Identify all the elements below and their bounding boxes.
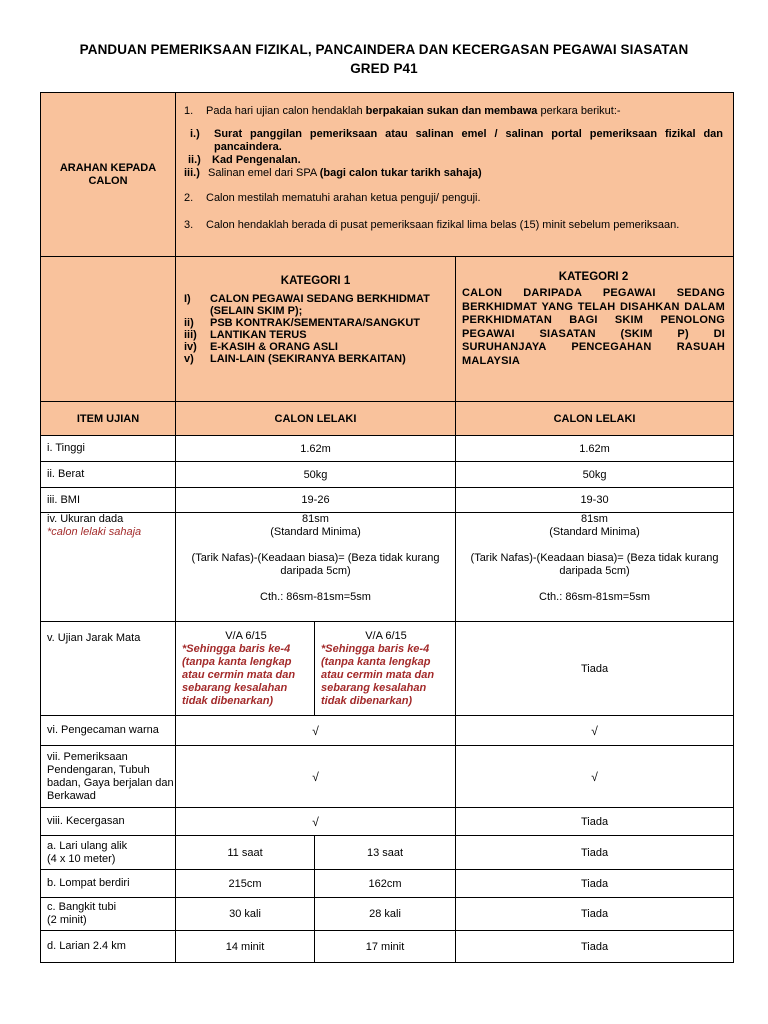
table-row <box>41 836 734 870</box>
kategori-1-item: ii) PSB KONTRAK/SEMENTARA/SANGKUT <box>184 317 421 329</box>
cell-k2: 1.62m <box>456 436 734 462</box>
table-row <box>41 622 734 716</box>
assessment-table <box>40 92 734 963</box>
cell-k1-b: V/A 6/15 *Sehingga baris ke-4 (tanpa kanta lengkap atau cermin mata dan sebarang kesalahan tidak dibenarkan) <box>315 622 456 716</box>
check-mark: √ <box>456 746 734 808</box>
table-row <box>41 808 734 836</box>
row-label: c. Bangkit tubi <box>47 901 117 913</box>
row-sublabel: (2 minit) <box>47 914 87 926</box>
cell-k1-a: V/A 6/15 *Sehingga baris ke-4 (tanpa kanta lengkap atau cermin mata dan sebarang kesalahan tidak dibenarkan) <box>176 622 315 716</box>
row-label: b. Lompat berdiri <box>41 870 176 898</box>
kategori-1-item: iv) E-KASIH & ORANG ASLI <box>184 341 338 353</box>
kategori-2-heading: KATEGORI 2 <box>558 271 629 283</box>
cell-k1: 19-26 <box>176 488 456 513</box>
table-row <box>41 513 734 622</box>
instructions-content-cell <box>176 93 734 257</box>
cell-k2: Tiada <box>456 931 734 963</box>
check-mark: √ <box>456 716 734 746</box>
row-label: i. Tinggi <box>41 436 176 462</box>
cell-k1-b: 13 saat <box>315 836 456 870</box>
kategori-1-heading: KATEGORI 1 <box>280 275 351 287</box>
title-line-1: PANDUAN PEMERIKSAAN FIZIKAL, PANCAINDERA DAN KECERGASAN PEGAWAI SIASATAN <box>79 42 689 57</box>
table-row <box>41 488 734 513</box>
check-mark: √ <box>176 808 456 836</box>
page-title <box>40 40 728 78</box>
row-label-cell <box>41 836 176 870</box>
instructions-row <box>41 93 734 257</box>
title-line-2: GRED P41 <box>350 61 418 76</box>
kategori-1-item: iii) LANTIKAN TERUS <box>184 329 307 341</box>
row-label: a. Lari ulang alik <box>47 839 128 852</box>
instruction-item-2: 2. Calon mestilah mematuhi arahan ketua penguji/ penguji. <box>184 192 481 204</box>
cell-k2: 50kg <box>456 462 734 488</box>
row-sublabel: (4 x 10 meter) <box>47 852 116 865</box>
cell-k2: Tiada <box>456 836 734 870</box>
header-item: ITEM UJIAN <box>41 402 176 436</box>
cell-k1: 81sm (Standard Minima) (Tarik Nafas)-(Keadaan biasa)= (Beza tidak kurang daripada 5cm) Cth.: 86sm-81sm=5sm <box>176 513 456 622</box>
header-kategori-2: CALON LELAKI <box>456 402 734 436</box>
cell-k2: 81sm (Standard Minima) (Tarik Nafas)-(Keadaan biasa)= (Beza tidak kurang daripada 5cm) Cth.: 86sm-81sm=5sm <box>456 513 734 622</box>
instruction-sub-2: ii.) Kad Pengenalan. <box>188 154 301 166</box>
cell-k2: 19-30 <box>456 488 734 513</box>
instruction-sub-3: iii.) Salinan emel dari SPA (bagi calon tukar tarikh sahaja) <box>184 167 482 179</box>
cell-k1-a: 30 kali <box>176 898 315 931</box>
row-label: iii. BMI <box>41 488 176 513</box>
cell-k1: 1.62m <box>176 436 456 462</box>
kategori-row <box>41 257 734 402</box>
table-row <box>41 436 734 462</box>
check-mark: √ <box>176 716 456 746</box>
row-label: viii. Kecergasan <box>41 808 176 836</box>
kategori-empty-cell <box>41 257 176 402</box>
row-label-cell <box>41 898 176 931</box>
cell-k1: 50kg <box>176 462 456 488</box>
instructions-label-cell <box>41 93 176 257</box>
table-row <box>41 870 734 898</box>
cell-k2: Tiada <box>456 898 734 931</box>
kategori-1-item: I) CALON PEGAWAI SEDANG BERKHIDMAT (SELAIN SKIM P); <box>184 293 430 317</box>
row-label: ii. Berat <box>41 462 176 488</box>
table-row <box>41 746 734 808</box>
instruction-item-3: 3. Calon hendaklah berada di pusat pemeriksaan fizikal lima belas (15) minit sebelum pemeriksaan. <box>184 219 680 231</box>
instructions-label: ARAHAN KEPADA CALON <box>59 161 157 187</box>
row-label: vi. Pengecaman warna <box>41 716 176 746</box>
kategori-1-cell <box>176 257 456 402</box>
row-label: iv. Ukuran dada <box>47 513 124 525</box>
cell-k2: Tiada <box>456 622 734 716</box>
check-mark: √ <box>176 746 456 808</box>
table-row <box>41 931 734 963</box>
table-row <box>41 462 734 488</box>
instruction-item-1: 1. Pada hari ujian calon hendaklah berpakaian sukan dan membawa perkara berikut:- <box>184 105 621 117</box>
kategori-2-cell <box>456 257 734 402</box>
row-label-cell <box>41 513 176 622</box>
column-header-row <box>41 402 734 436</box>
cell-k1-a: 11 saat <box>176 836 315 870</box>
row-label: vii. Pemeriksaan Pendengaran, Tubuh badan, Gaya berjalan dan Berkawad <box>41 746 176 808</box>
kategori-2-description: CALON DARIPADA PEGAWAI SEDANG BERKHIDMAT YANG TELAH DISAHKAN DALAM PERKHIDMATAN BAGI SKIM PENOLONG PEGAWAI SIASATAN (SKIM P) DI SURUHANJAYA PENCEGAHAN RASUAH MALAYSIA <box>462 287 726 367</box>
row-note: *calon lelaki sahaja <box>47 526 142 538</box>
cell-k1-a: 14 minit <box>176 931 315 963</box>
table-row <box>41 898 734 931</box>
cell-k2: Tiada <box>456 870 734 898</box>
cell-k2: Tiada <box>456 808 734 836</box>
table-row <box>41 716 734 746</box>
instruction-sub-1: i.) Surat panggilan pemeriksaan atau salinan emel / salinan portal pemeriksaan fizikal dan pancaindera. <box>190 128 724 153</box>
row-label: v. Ujian Jarak Mata <box>41 622 176 716</box>
cell-k1-b: 28 kali <box>315 898 456 931</box>
cell-k1-b: 17 minit <box>315 931 456 963</box>
cell-k1-b: 162cm <box>315 870 456 898</box>
header-kategori-1: CALON LELAKI <box>176 402 456 436</box>
row-label: d. Larian 2.4 km <box>41 931 176 963</box>
kategori-1-item: v) LAIN-LAIN (SEKIRANYA BERKAITAN) <box>184 353 406 365</box>
cell-k1-a: 215cm <box>176 870 315 898</box>
